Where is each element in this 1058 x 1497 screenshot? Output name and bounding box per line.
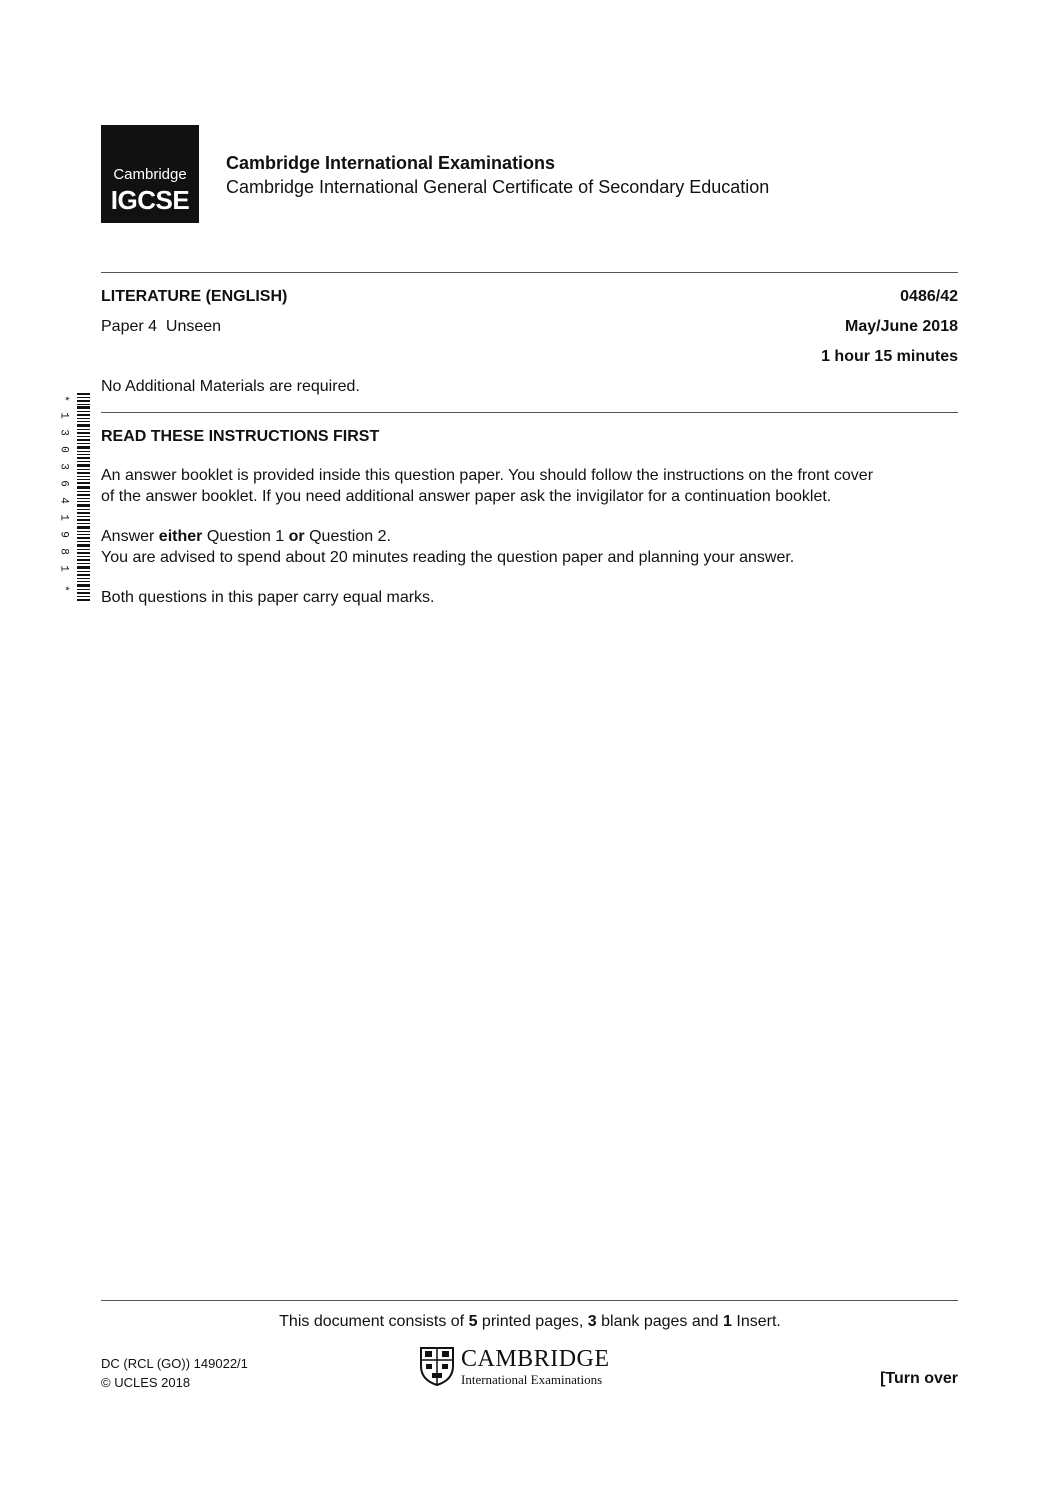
- paper-name: Paper 4 Unseen: [101, 318, 222, 335]
- crest-icon: [419, 1346, 455, 1386]
- brand-name: CAMBRIDGE: [461, 1346, 610, 1372]
- barcode-digit: *: [57, 395, 70, 402]
- org-name: Cambridge International Examinations: [226, 153, 556, 173]
- materials-note: No Additional Materials are required.: [101, 378, 360, 395]
- barcode-digit: 1: [57, 565, 70, 572]
- instruction-line-2: of the answer booklet. If you need additional answer paper ask the invigilator for a continuation booklet.: [101, 488, 832, 505]
- footer-text: Insert.: [731, 1313, 781, 1330]
- logo-small-text: Cambridge: [113, 166, 187, 183]
- barcode-digit: 3: [57, 463, 70, 470]
- paper-code: 0486/42: [900, 288, 958, 305]
- subject-title: LITERATURE (ENGLISH): [101, 288, 288, 305]
- instr-text: Question 1: [202, 528, 289, 545]
- cambridge-igcse-logo: [101, 125, 199, 223]
- instruction-equal-marks: Both questions in this paper carry equal marks.: [101, 589, 435, 606]
- instruction-answer-booklet: [101, 465, 959, 507]
- instr-text: Answer: [101, 528, 159, 545]
- footer-divider: [101, 1300, 958, 1301]
- footer-text: This document consists of: [279, 1313, 469, 1330]
- barcode-digit: 9: [57, 531, 70, 538]
- barcode-digit: 8: [57, 548, 70, 555]
- session: May/June 2018: [845, 318, 958, 335]
- blank-pages-count: 3: [587, 1313, 597, 1330]
- barcode-digit: 1: [57, 412, 70, 419]
- instruction-time-advice: You are advised to spend about 20 minutes reading the question paper and planning your answer.: [101, 549, 795, 566]
- copyright-notice: © UCLES 2018: [101, 1375, 191, 1390]
- duration: 1 hour 15 minutes: [821, 348, 958, 365]
- footer-text: printed pages,: [477, 1313, 588, 1330]
- instr-either: either: [158, 528, 203, 545]
- barcode-digit: 6: [57, 480, 70, 487]
- barcode-digit: 1: [57, 514, 70, 521]
- top-divider: [101, 272, 958, 273]
- instruction-answer-choice: [101, 526, 959, 547]
- cert-name: Cambridge International General Certificate of Secondary Education: [226, 177, 770, 197]
- instr-or: or: [288, 528, 305, 545]
- barcode-digit: 4: [57, 497, 70, 504]
- turn-over-label: [Turn over: [880, 1370, 958, 1387]
- instr-text: Question 2.: [304, 528, 391, 545]
- barcode-digit: 3: [57, 429, 70, 436]
- instructions-heading: READ THESE INSTRUCTIONS FIRST: [101, 428, 380, 445]
- printed-pages-count: 5: [468, 1313, 478, 1330]
- cambridge-footer-logo: [419, 1346, 634, 1388]
- insert-count: 1: [723, 1313, 732, 1330]
- document-reference-code: DC (RCL (GO)) 149022/1: [101, 1356, 248, 1371]
- barcode-digit: *: [57, 585, 70, 592]
- instruction-line-1: An answer booklet is provided inside this question paper. You should follow the instructions on the front cover: [101, 467, 874, 484]
- logo-big-text: IGCSE: [110, 185, 190, 215]
- barcode: [30, 393, 90, 601]
- brand-subtitle: International Examinations: [461, 1372, 603, 1387]
- barcode-digit: 0: [57, 446, 70, 453]
- instructions-divider: [101, 412, 958, 413]
- document-page-count: [101, 1313, 959, 1331]
- footer-text: blank pages and: [596, 1313, 724, 1330]
